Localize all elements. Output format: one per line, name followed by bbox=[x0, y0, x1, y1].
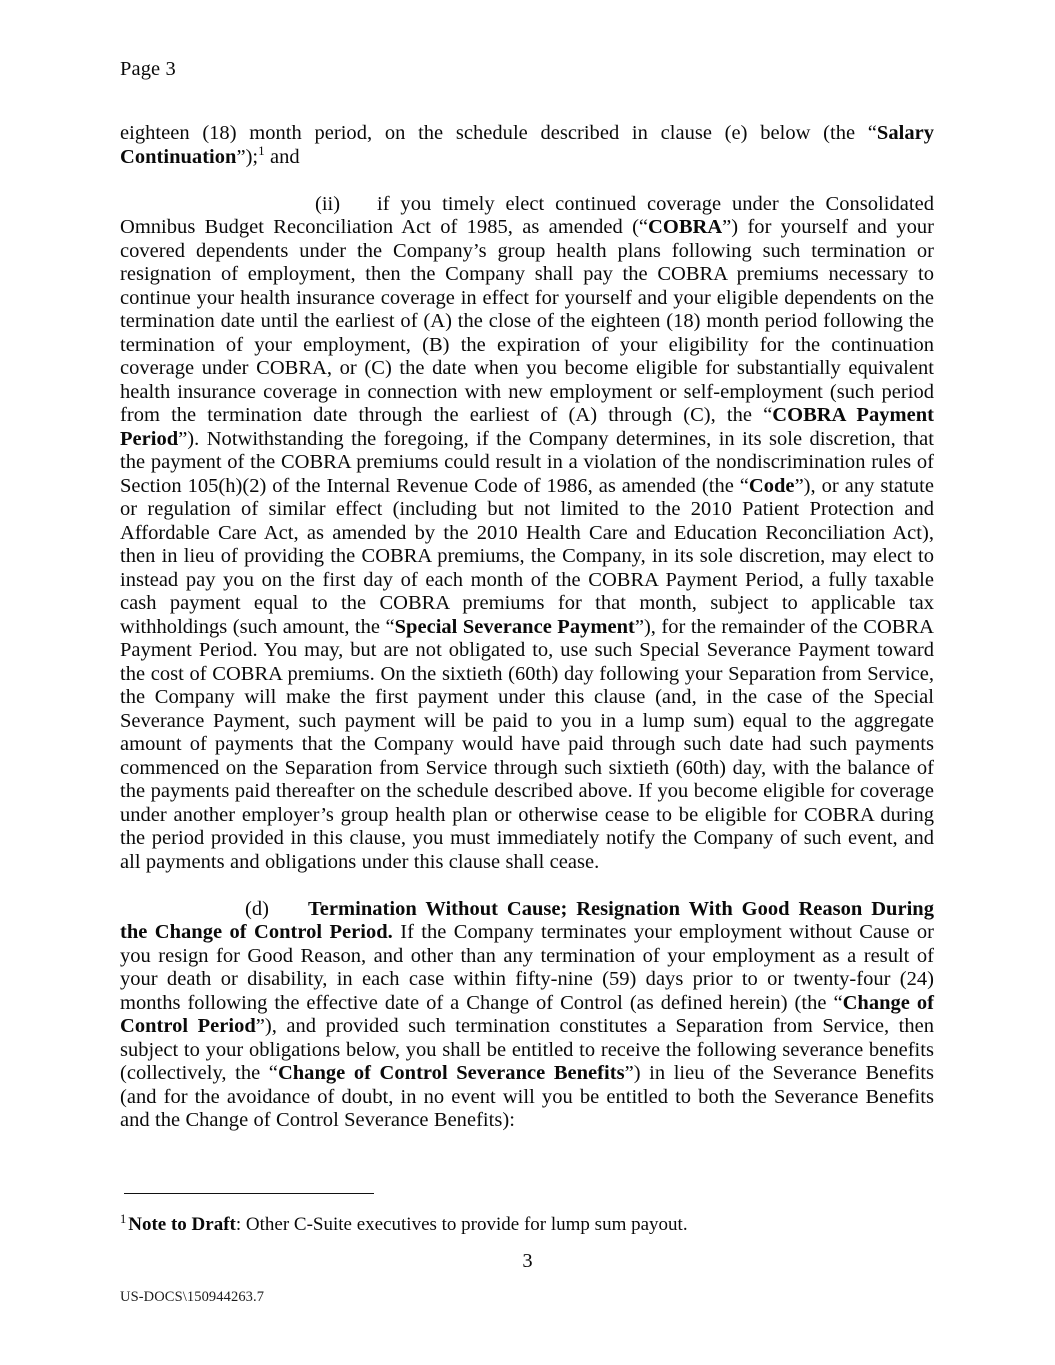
document-body bbox=[120, 122, 934, 1133]
page-number: 3 bbox=[522, 1250, 533, 1272]
clause-ii-defined-term-cobra: COBRA bbox=[648, 216, 723, 238]
clause-d-defined-term-coc-severance-benefits: Change of Control Severance Benefits bbox=[277, 1062, 625, 1084]
clause-d-heading: Termination Without Cause; Resignation With Good Reason During the Change of Control Period. bbox=[120, 897, 934, 943]
clause-d-label: (d) bbox=[245, 897, 269, 920]
paragraph-spacer bbox=[120, 874, 934, 898]
footnote-text: : Other C-Suite executives to provide for lump sum payout. bbox=[235, 1214, 688, 1235]
footnote-bold-label: Note to Draft bbox=[128, 1214, 236, 1235]
clause-ii-label: (ii) bbox=[315, 192, 341, 215]
footnote-separator-rule bbox=[124, 1193, 374, 1194]
footnote-reference-marker: 1 bbox=[258, 142, 265, 158]
clause-ii-segment-1: if you timely elect continued coverage under the Consolidated Omnibus Budget Reconciliation Act of 1985, as amended (“ bbox=[120, 192, 934, 238]
paragraph-clause-d bbox=[120, 898, 934, 1133]
page-header-label: Page 3 bbox=[120, 58, 176, 80]
clause-ii-segment-5: ”), for the remainder of the COBRA Payment Period. You may, but are not obligated to, use such Special Severance Payment toward the cost of COBRA premiums. On the sixtieth (60th) day following your Separation from Service, the Company will make the first payment under this clause (and, in the case of the Special Severance Payment, such payment will be paid to you in a lump sum) equal to the aggregate amount of payments that the Company would have paid through such date had such payments commenced on the Separation from Service through such sixtieth (60th) day, with the balance of the payments paid thereafter on the schedule described above. If you become eligible for coverage under another employer’s group health plan or otherwise cease to be eligible for COBRA during the period provided in this clause, you must immediately notify the Company of such event, and all payments and obligations under this clause shall cease. bbox=[120, 615, 934, 873]
salary-continuation-defined-term: Salary Continuation bbox=[120, 122, 934, 168]
clause-ii-segment-3: ”). Notwithstanding the foregoing, if the Company determines, in its sole discretion, that the payment of the COBRA premiums could result in a violation of the nondiscrimination rules of Section 105(h)(2) of the Internal Revenue Code of 1986, as amended (the “ bbox=[120, 427, 934, 497]
footnote-entry bbox=[120, 1211, 934, 1236]
paragraph-clause-ii bbox=[120, 193, 934, 875]
clause-ii-segment-4: ”), or any statute or regulation of similar effect (including but not limited to the 2010 Patient Protection and Affordable Care Act, as amended by the 2010 Health Care and Education Reconciliation Act), then in lieu of providing the COBRA premiums, the Company, in its sole discretion, may elect to instead pay you on the first day of each month of the COBRA Payment Period, a fully taxable cash payment equal to the COBRA premiums for that month, subject to applicable tax withholdings (such amount, the “ bbox=[120, 474, 934, 638]
salary-continuation-text-end: and bbox=[264, 145, 300, 168]
clause-ii-defined-term-cobra-payment-period: COBRA Payment Period bbox=[120, 404, 934, 450]
clause-d-segment-2: ”), and provided such termination constitutes a Separation from Service, then subject to your obligations below, you shall be entitled to receive the following severance benefits (collectively, the “ bbox=[120, 1015, 934, 1084]
paragraph-salary-continuation bbox=[120, 122, 934, 169]
clause-ii-defined-term-special-severance-payment: Special Severance Payment bbox=[394, 615, 635, 638]
salary-continuation-text-after: ”); bbox=[236, 145, 259, 168]
clause-d-segment-1: If the Company terminates your employment without Cause or you resign for Good Reason, and other than any termination of your employment as a result of your death or disability, in each case within fifty-nine (59) days prior to or twenty-four (24) months following the effective date of a Change of Control (as defined herein) (the “ bbox=[120, 921, 935, 1014]
clause-ii-defined-term-code: Code bbox=[748, 474, 795, 497]
paragraph-spacer bbox=[120, 169, 934, 193]
clause-d-defined-term-change-of-control-period: Change of Control Period bbox=[120, 991, 934, 1037]
clause-ii-segment-2: ”) for yourself and your covered dependents under the Company’s group health plans following such termination or resignation of employment, then the Company shall pay the COBRA premiums necessary to continue your health insurance coverage in effect for yourself and your eligible dependents on the termination date until the earliest of (A) the close of the eighteen (18) month period following the termination of your employment, (B) the expiration of your eligibility for the continuation coverage under COBRA, or (C) the date when you become eligible for substantially equivalent health insurance coverage in connection with new employment or self-employment (such period from the termination date through the earliest of (A) through (C), the “ bbox=[120, 216, 934, 426]
salary-continuation-text-before: eighteen (18) month period, on the schedule described in clause (e) below (the “ bbox=[120, 122, 877, 144]
footnote-number: 1 bbox=[120, 1211, 127, 1226]
document-control-id: US-DOCS\150944263.7 bbox=[120, 1289, 265, 1305]
clause-d-segment-3: ”) in lieu of the Severance Benefits (and for the avoidance of doubt, in no event will you be entitled to both the Severance Benefits and the Change of Control Severance Benefits): bbox=[120, 1062, 934, 1131]
